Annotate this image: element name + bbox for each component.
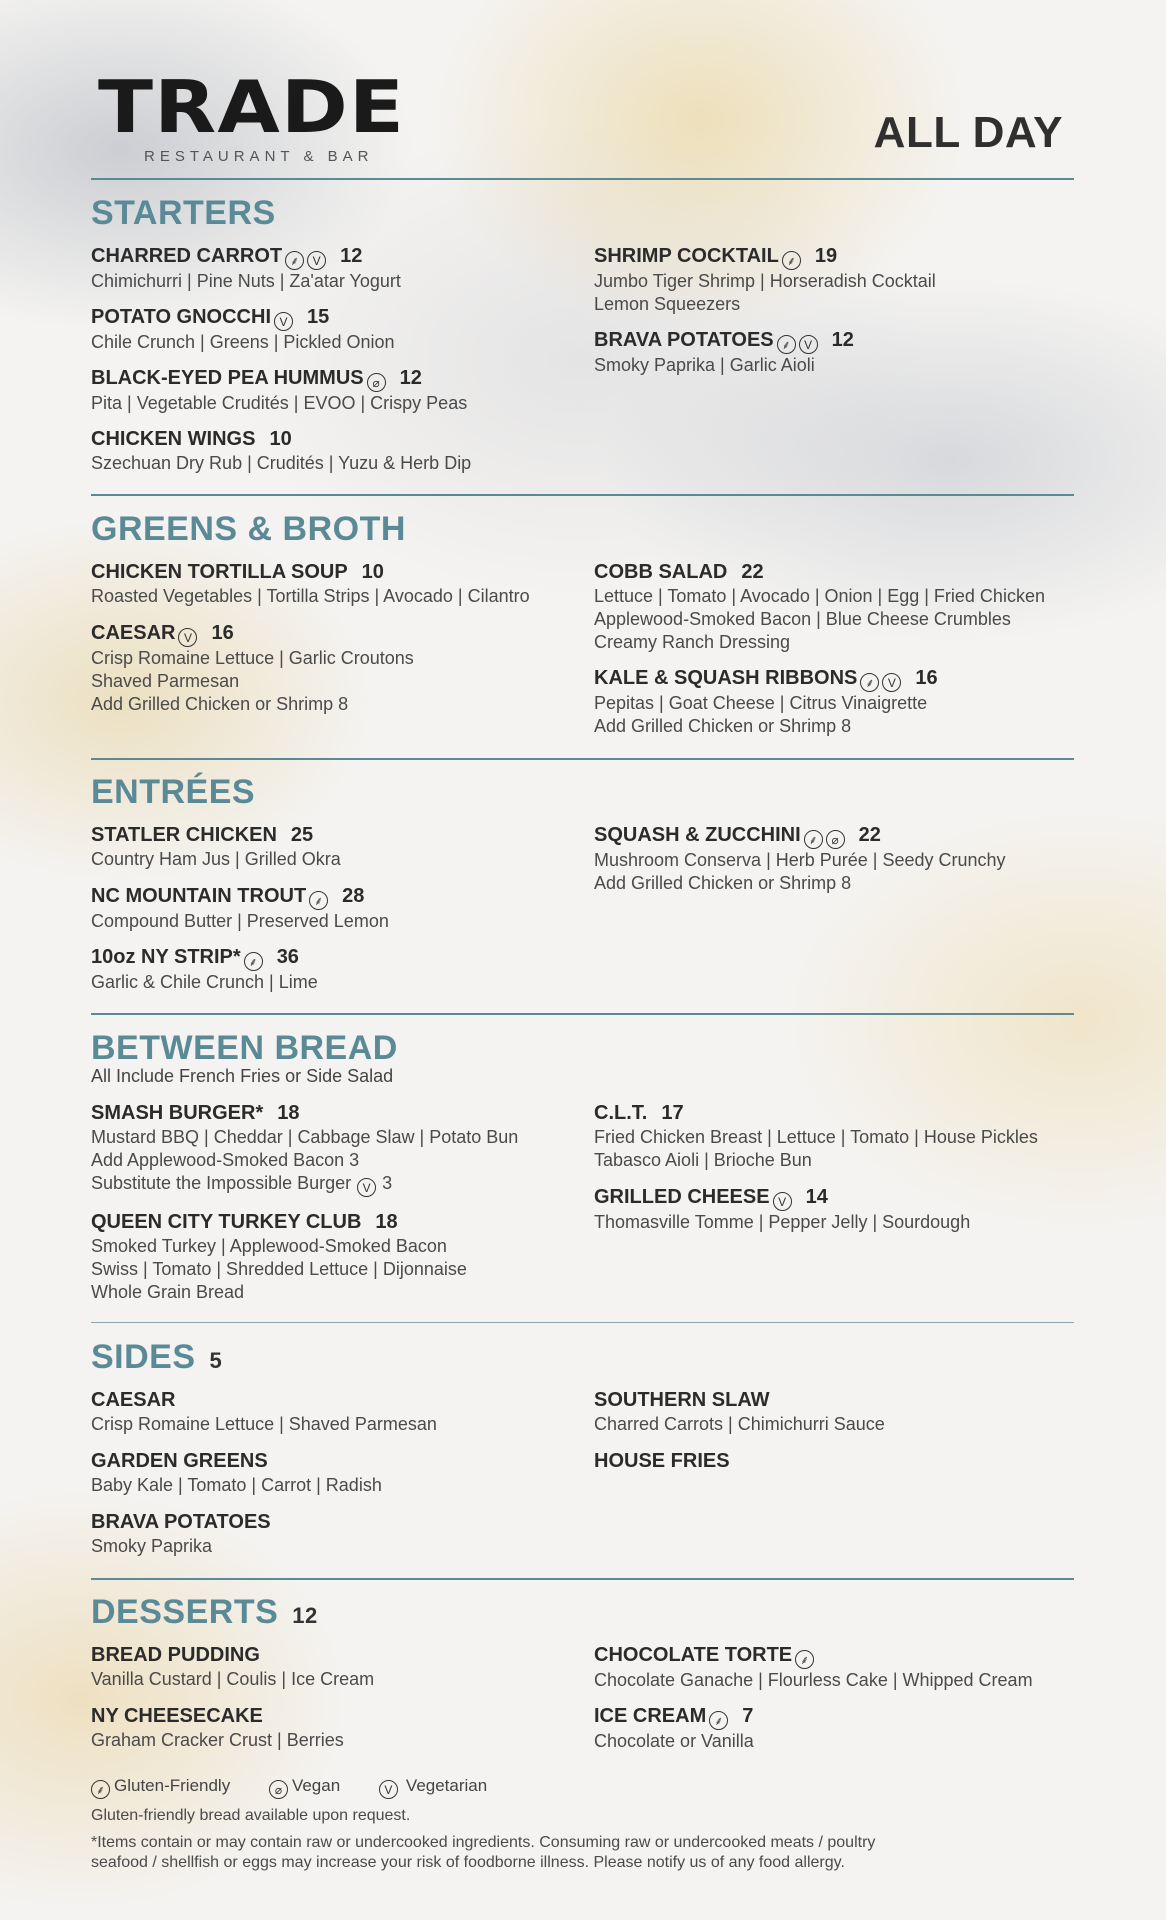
item-price: 22 xyxy=(858,824,881,846)
menu-item-shrimp-cocktail xyxy=(594,244,1094,316)
item-price: 19 xyxy=(814,245,838,267)
wheat-icon: ⸙ xyxy=(804,830,823,849)
item-name: NY CHEESECAKE xyxy=(91,1705,263,1727)
divider xyxy=(91,494,1074,496)
item-description: Jumbo Tiger Shrimp | Horseradish Cocktail xyxy=(594,271,936,291)
menu-item-cobb-salad xyxy=(594,560,1094,654)
item-name: HOUSE FRIES xyxy=(594,1450,730,1472)
item-description: Mushroom Conserva | Herb Purée | Seedy Crunchy xyxy=(594,850,1006,870)
wheat-icon: ⸙ xyxy=(860,673,879,692)
item-name: SHRIMP COCKTAIL xyxy=(594,245,779,267)
item-name: KALE & SQUASH RIBBONS xyxy=(594,667,858,689)
item-name: C.L.T. xyxy=(594,1102,648,1124)
section-title-between-bread: BETWEEN BREAD xyxy=(91,1029,398,1067)
item-price: 12 xyxy=(399,367,422,389)
item-price: 18 xyxy=(277,1102,300,1124)
menu-item-ny-strip xyxy=(91,945,591,994)
item-price: 17 xyxy=(661,1102,684,1124)
item-description: Vanilla Custard | Coulis | Ice Cream xyxy=(91,1669,375,1689)
item-name: CHARRED CARROT xyxy=(91,245,283,267)
item-name: GARDEN GREENS xyxy=(91,1450,268,1472)
item-description: Add Grilled Chicken or Shrimp 8 xyxy=(594,716,852,736)
menu-item-brava-potatoes xyxy=(594,328,1094,377)
menu-item-squash-zucchini xyxy=(594,823,1094,895)
menu-item-side-brava xyxy=(91,1510,591,1558)
item-description: Tabasco Aioli | Brioche Bun xyxy=(594,1150,812,1170)
item-price: 25 xyxy=(290,824,314,846)
menu-item-caesar xyxy=(91,621,591,716)
item-description: Swiss | Tomato | Shredded Lettuce | Dijonnaise xyxy=(91,1259,467,1279)
menu-title: ALL DAY xyxy=(873,108,1063,157)
v-icon: V xyxy=(274,312,293,331)
item-description: Baby Kale | Tomato | Carrot | Radish xyxy=(91,1475,382,1495)
item-description: Smoky Paprika xyxy=(91,1536,213,1556)
item-name: SMASH BURGER* xyxy=(91,1102,264,1124)
item-name: BLACK-EYED PEA HUMMUS xyxy=(91,367,364,389)
item-name: CHICKEN WINGS xyxy=(91,428,256,450)
item-price: 36 xyxy=(276,946,299,968)
menu-item-bread-pudding xyxy=(91,1643,591,1691)
menu-item-potato-gnocchi xyxy=(91,305,591,354)
menu-item-charred-carrot xyxy=(91,244,591,293)
item-name: CHICKEN TORTILLA SOUP xyxy=(91,561,348,583)
wheat-icon: ⸙ xyxy=(782,251,801,270)
divider xyxy=(91,1013,1074,1015)
item-price: 12 xyxy=(340,245,363,267)
item-price: 18 xyxy=(375,1211,398,1233)
item-name: BREAD PUDDING xyxy=(91,1644,260,1666)
item-description: Chile Crunch | Greens | Pickled Onion xyxy=(91,332,395,352)
wheat-icon: ⸙ xyxy=(91,1780,110,1799)
menu-item-tortilla-soup xyxy=(91,560,591,608)
item-description: Thomasville Tomme | Pepper Jelly | Sourdough xyxy=(594,1212,971,1232)
item-price: 3 xyxy=(382,1173,393,1193)
item-description: Charred Carrots | Chimichurri Sauce xyxy=(594,1414,885,1434)
menu-item-kale-squash xyxy=(594,666,1094,738)
item-description: Applewood-Smoked Bacon | Blue Cheese Crumbles xyxy=(594,609,1011,629)
section-title-entrees: ENTRÉES xyxy=(91,773,256,811)
item-description: Pita | Vegetable Crudités | EVOO | Crispy Peas xyxy=(91,393,468,413)
section-title-starters: STARTERS xyxy=(91,194,276,232)
item-description: Chimichurri | Pine Nuts | Za'atar Yogurt xyxy=(91,271,401,291)
item-price: 28 xyxy=(342,885,365,907)
item-name: SQUASH & ZUCCHINI xyxy=(594,824,801,846)
item-name: POTATO GNOCCHI xyxy=(91,306,271,328)
item-description: Graham Cracker Crust | Berries xyxy=(91,1730,344,1750)
item-price: 14 xyxy=(805,1186,828,1208)
item-name: CHOCOLATE TORTE xyxy=(594,1644,793,1666)
item-price: 7 xyxy=(742,1705,754,1727)
item-price: 22 xyxy=(741,561,764,583)
menu-item-clt xyxy=(594,1101,1094,1172)
item-description: Smoked Turkey | Applewood-Smoked Bacon xyxy=(91,1236,447,1256)
menu-item-garden-greens xyxy=(91,1449,591,1497)
item-description: Compound Butter | Preserved Lemon xyxy=(91,911,389,931)
item-description: Add Applewood-Smoked Bacon 3 xyxy=(91,1150,360,1170)
item-name: QUEEN CITY TURKEY CLUB xyxy=(91,1211,362,1233)
item-name: 10oz NY STRIP* xyxy=(91,946,241,968)
v-icon: V xyxy=(799,335,818,354)
gluten-bread-note: Gluten-friendly bread available upon request. xyxy=(91,1807,411,1824)
dietary-legend xyxy=(91,1776,521,1799)
section-price: 5 xyxy=(209,1348,223,1373)
leaf-icon: ⌀ xyxy=(826,830,845,849)
item-description: Add Grilled Chicken or Shrimp 8 xyxy=(594,873,852,893)
leaf-icon: ⌀ xyxy=(269,1780,288,1799)
section-title-greens: GREENS & BROTH xyxy=(91,510,406,548)
section-note: All Include French Fries or Side Salad xyxy=(91,1066,394,1086)
restaurant-logo xyxy=(98,65,424,165)
item-name: GRILLED CHEESE xyxy=(594,1186,770,1208)
wheat-icon: ⸙ xyxy=(709,1711,728,1730)
v-icon: V xyxy=(178,628,197,647)
wheat-icon: ⸙ xyxy=(795,1650,814,1669)
wheat-icon: ⸙ xyxy=(244,952,263,971)
item-description: Substitute the Impossible Burger xyxy=(91,1173,352,1193)
item-description: Szechuan Dry Rub | Crudités | Yuzu & Herb Dip xyxy=(91,453,472,473)
section-title-sides: SIDES 5 xyxy=(91,1338,223,1376)
legend-vegetarian-label: Vegetarian xyxy=(405,1776,488,1795)
menu-item-turkey-club xyxy=(91,1210,591,1304)
item-name: ICE CREAM xyxy=(594,1705,707,1727)
item-description: Whole Grain Bread xyxy=(91,1282,245,1302)
v-icon: V xyxy=(357,1178,376,1197)
logo-text: TRADE xyxy=(98,65,406,149)
item-description: Pepitas | Goat Cheese | Citrus Vinaigrette xyxy=(594,693,928,713)
item-description: Lemon Squeezers xyxy=(594,294,741,314)
item-name: SOUTHERN SLAW xyxy=(594,1389,770,1411)
legend-vegan-label: Vegan xyxy=(291,1776,341,1795)
item-description: Shaved Parmesan xyxy=(91,671,240,691)
item-description: Mustard BBQ | Cheddar | Cabbage Slaw | Potato Bun xyxy=(91,1127,519,1147)
divider xyxy=(91,178,1074,180)
item-description: Lettuce | Tomato | Avocado | Onion | Egg | Fried Chicken xyxy=(594,586,1045,606)
menu-item-side-caesar xyxy=(91,1388,591,1436)
menu-item-ice-cream xyxy=(594,1704,1094,1753)
wheat-icon: ⸙ xyxy=(285,251,304,270)
item-price: 16 xyxy=(915,667,938,689)
item-price: 10 xyxy=(269,428,292,450)
menu-item-house-fries xyxy=(594,1449,1094,1474)
section-title-desserts: DESSERTS 12 xyxy=(91,1593,318,1631)
menu-item-chocolate-torte xyxy=(594,1643,1094,1692)
item-description: Smoky Paprika | Garlic Aioli xyxy=(594,355,815,375)
wheat-icon: ⸙ xyxy=(777,335,796,354)
item-description: Chocolate Ganache | Flourless Cake | Whipped Cream xyxy=(594,1670,1033,1690)
v-icon: V xyxy=(379,1780,398,1799)
item-description: Garlic & Chile Crunch | Lime xyxy=(91,972,318,992)
raw-food-warning-line-2: seafood / shellfish or eggs may increase your risk of foodborne illness. Please notify us of any food allergy. xyxy=(91,1854,845,1871)
menu-item-smash-burger xyxy=(91,1101,591,1197)
item-name: COBB SALAD xyxy=(594,561,728,583)
item-description: Add Grilled Chicken or Shrimp 8 xyxy=(91,694,349,714)
item-description: Crisp Romaine Lettuce | Garlic Croutons xyxy=(91,648,414,668)
item-description: Crisp Romaine Lettuce | Shaved Parmesan xyxy=(91,1414,437,1434)
item-description: Fried Chicken Breast | Lettuce | Tomato | House Pickles xyxy=(594,1127,1038,1147)
menu-item-statler-chicken xyxy=(91,823,591,871)
logo-subtitle: RESTAURANT & BAR xyxy=(144,148,374,165)
menu-item-southern-slaw xyxy=(594,1388,1094,1436)
item-name: CAESAR xyxy=(91,622,176,644)
menu-item-grilled-cheese xyxy=(594,1185,1094,1234)
item-name: BRAVA POTATOES xyxy=(91,1511,271,1533)
divider xyxy=(91,1578,1074,1580)
item-price: 12 xyxy=(831,329,854,351)
legend-gluten-label: Gluten-Friendly xyxy=(114,1776,231,1795)
menu-item-hummus xyxy=(91,366,591,415)
item-price: 16 xyxy=(211,622,234,644)
divider xyxy=(91,758,1074,760)
item-price: 10 xyxy=(361,561,384,583)
menu-item-trout xyxy=(91,884,591,933)
menu-item-chicken-wings xyxy=(91,427,591,475)
item-description: Chocolate or Vanilla xyxy=(594,1731,754,1751)
leaf-icon: ⌀ xyxy=(367,373,386,392)
v-icon: V xyxy=(307,251,326,270)
item-name: STATLER CHICKEN xyxy=(91,824,277,846)
v-icon: V xyxy=(882,673,901,692)
item-name: CAESAR xyxy=(91,1389,176,1411)
section-price: 12 xyxy=(292,1603,318,1628)
item-name: BRAVA POTATOES xyxy=(594,329,774,351)
raw-food-warning-line-1: *Items contain or may contain raw or undercooked ingredients. Consuming raw or undercooked meats / poultry xyxy=(91,1834,876,1851)
item-description: Roasted Vegetables | Tortilla Strips | Avocado | Cilantro xyxy=(91,586,530,606)
item-name: NC MOUNTAIN TROUT xyxy=(91,885,307,907)
wheat-icon: ⸙ xyxy=(309,891,328,910)
menu-item-cheesecake xyxy=(91,1704,591,1752)
item-price: 15 xyxy=(307,306,330,328)
item-description: Creamy Ranch Dressing xyxy=(594,632,791,652)
v-icon: V xyxy=(773,1192,792,1211)
divider xyxy=(91,1322,1074,1323)
item-description: Country Ham Jus | Grilled Okra xyxy=(91,849,341,869)
